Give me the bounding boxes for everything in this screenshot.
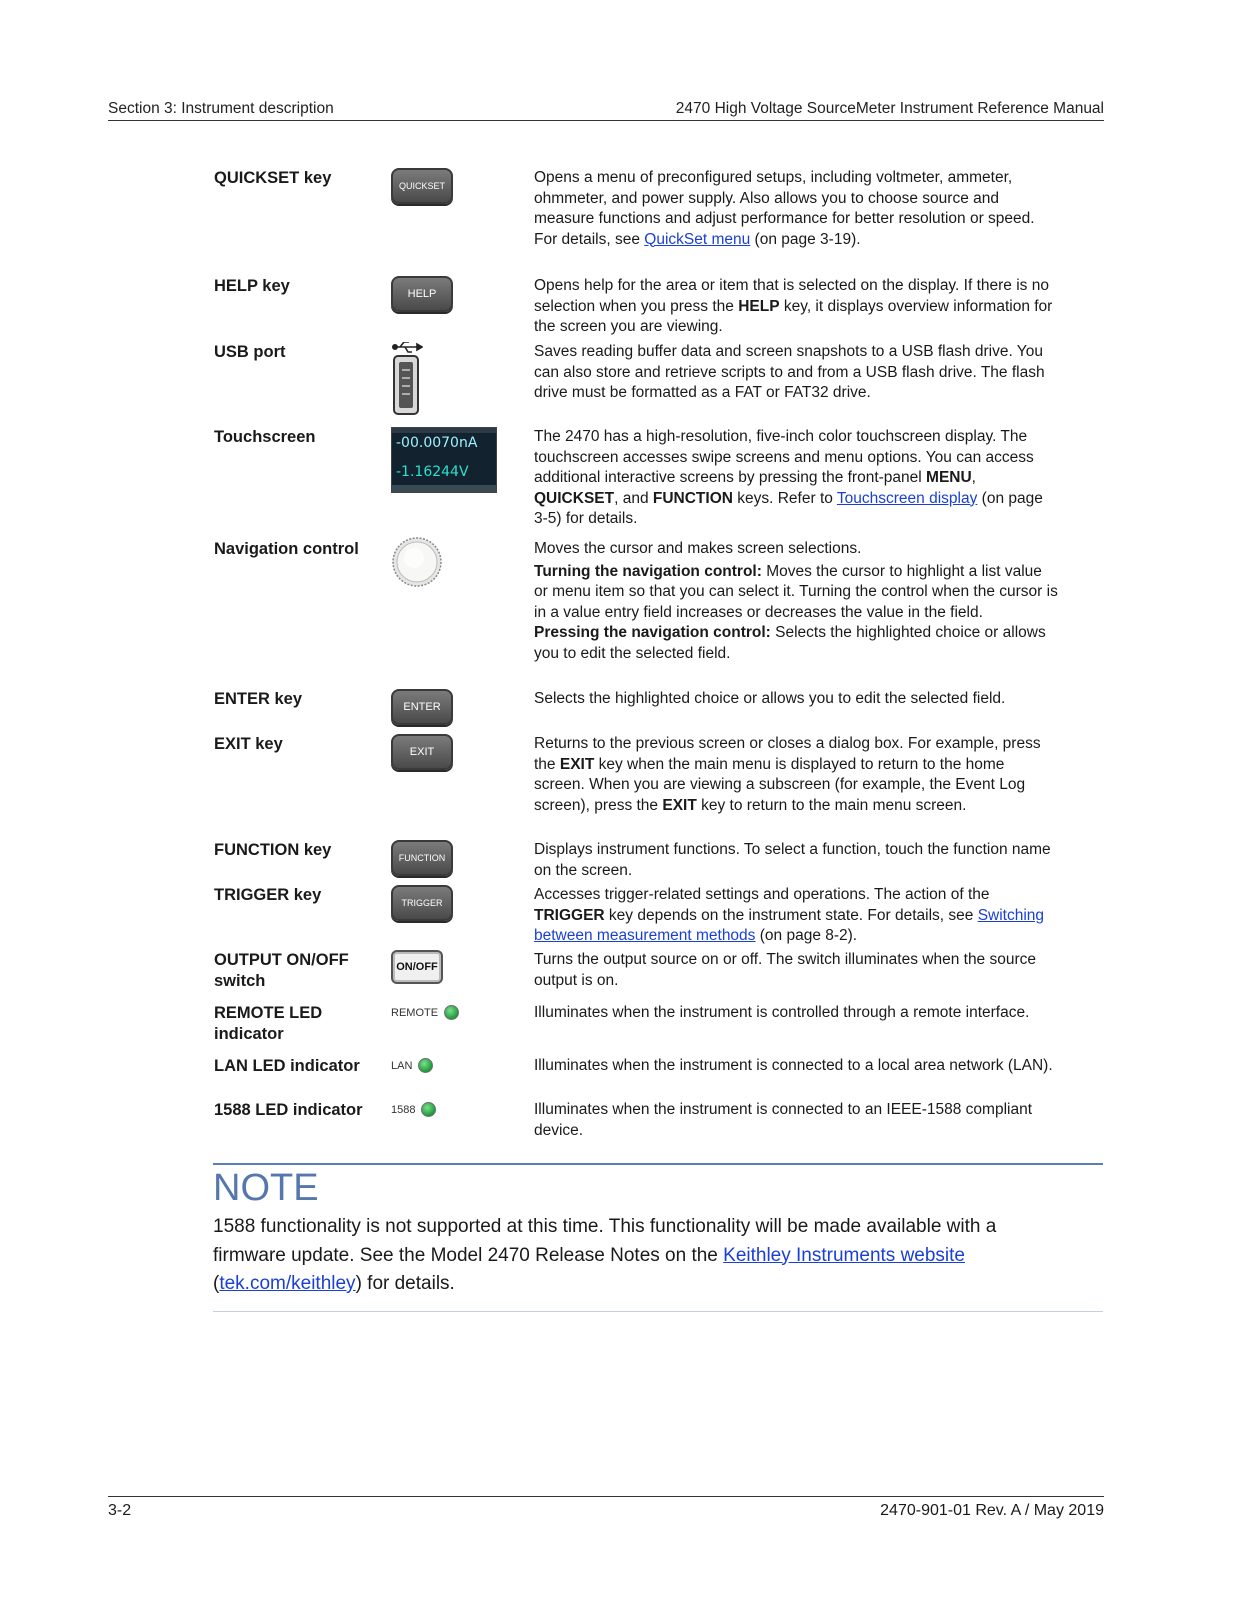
tek-keithley-link[interactable]: tek.com/keithley <box>219 1273 356 1294</box>
row-description: Moves the cursor and makes screen selections. Turning the navigation control: Moves the cursor to highlight a list value or menu item so that you can select it. Turning the control when the cursor is in a value entry field increases or decreases the value in the field. Pressing the navigation control: Selects the highlighted choice or allows you to edit the selected field. <box>534 540 1058 662</box>
row-description: Saves reading buffer data and screen snapshots to a USB flash drive. You can also store and retrieve scripts to and from a USB flash drive. The flash drive must be formatted as a FAT or FAT32 drive. <box>534 343 1045 401</box>
row-description: The 2470 has a high-resolution, five-inch color touchscreen display. The touchscreen accesses swipe screens and menu options. You can access additional interactive screens by pressing the front-panel MENU, QUICKSET, and FUNCTION keys. Refer to Touchscreen display (on page 3-5) for details. <box>534 428 1043 527</box>
lan-led-icon: LAN <box>391 1058 433 1073</box>
function-key-image: FUNCTION <box>391 840 453 876</box>
row-description: Accesses trigger-related settings and operations. The action of the TRIGGER key depends on the instrument state. For details, see Switching between measurement methods (on page 8-2). <box>534 886 1045 944</box>
row-label: Navigation control <box>214 540 359 558</box>
touchscreen-display-link[interactable]: Touchscreen display <box>836 489 978 507</box>
screen-measure-value: -00.0070nA <box>396 435 478 451</box>
row-description: Selects the highlighted choice or allows you to edit the selected field. <box>534 690 1006 707</box>
navigation-knob-icon <box>391 536 443 593</box>
quickset-menu-link[interactable]: QuickSet menu <box>644 230 751 248</box>
row-description: Displays instrument functions. To select a function, touch the function name on the screen. <box>534 841 1051 879</box>
row-description: Illuminates when the instrument is controlled through a remote interface. <box>534 1004 1030 1021</box>
row-description: Returns to the previous screen or closes a dialog box. For example, press the EXIT key when the main menu is displayed to return to the home screen. When you are viewing a subscreen (for example, the Event Log screen), press the EXIT key to return to the main menu screen. <box>534 735 1041 814</box>
row-label: ENTER key <box>214 690 303 708</box>
trigger-key-image: TRIGGER <box>391 885 453 921</box>
header-section: Section 3: Instrument description <box>108 100 334 117</box>
note-title: NOTE <box>213 1167 319 1209</box>
page-footer <box>108 1496 1104 1519</box>
row-description: Opens help for the area or item that is selected on the display. If there is no selection when you press the HELP key, it displays overview information for the screen you are viewing. <box>534 277 1053 335</box>
row-label: HELP key <box>214 277 290 295</box>
row-label: 1588 LED indicator <box>214 1101 363 1119</box>
switching-measurement-methods-link[interactable]: Switching between measurement methods <box>534 906 1045 944</box>
row-description: Illuminates when the instrument is connected to an IEEE-1588 compliant device. <box>534 1101 1032 1139</box>
row-description: Illuminates when the instrument is connected to a local area network (LAN). <box>534 1057 1053 1074</box>
onoff-switch-image: ON/OFF <box>391 950 443 984</box>
note-box <box>213 1163 1103 1312</box>
header-manual-title: 2470 High Voltage SourceMeter Instrument Reference Manual <box>675 100 1104 117</box>
row-label: REMOTE LED indicator <box>214 1004 323 1043</box>
page-header <box>108 100 1104 121</box>
row-label: FUNCTION key <box>214 841 332 859</box>
remote-led-icon: REMOTE <box>391 1005 459 1020</box>
touchscreen-image <box>391 427 497 493</box>
ieee-1588-led-icon: 1588 <box>391 1102 436 1117</box>
row-label: EXIT key <box>214 735 283 753</box>
quickset-key-image: QUICKSET <box>391 168 453 204</box>
row-label: Touchscreen <box>214 428 316 446</box>
row-description: Turns the output source on or off. The switch illuminates when the source output is on. <box>534 951 1037 989</box>
row-label: LAN LED indicator <box>214 1057 360 1075</box>
keithley-website-link[interactable]: Keithley Instruments website <box>723 1244 965 1266</box>
row-label: QUICKSET key <box>214 169 332 187</box>
page-number: 3-2 <box>108 1502 132 1519</box>
help-key-image: HELP <box>391 276 453 312</box>
screen-source-value: -1.16244V <box>396 464 469 480</box>
enter-key-image: ENTER <box>391 689 453 725</box>
row-label: USB port <box>214 343 286 361</box>
note-body: 1588 functionality is not supported at this time. This functionality will be made available with a firmware update. See the Model 2470 Release Notes on the Keithley Instruments website (tek.com/keithley) for details. <box>213 1216 997 1294</box>
exit-key-image: EXIT <box>391 734 453 770</box>
row-label: TRIGGER key <box>214 886 322 904</box>
document-revision: 2470-901-01 Rev. A / May 2019 <box>880 1502 1104 1519</box>
row-description: Opens a menu of preconfigured setups, including voltmeter, ammeter, ohmmeter, and power supply. Also allows you to choose source and measure functions and adjust performance for better resolution or speed. For details, see QuickSet menu (on page 3-19). <box>534 169 1035 248</box>
row-label: OUTPUT ON/OFF switch <box>214 951 349 990</box>
usb-port-icon <box>391 342 423 421</box>
